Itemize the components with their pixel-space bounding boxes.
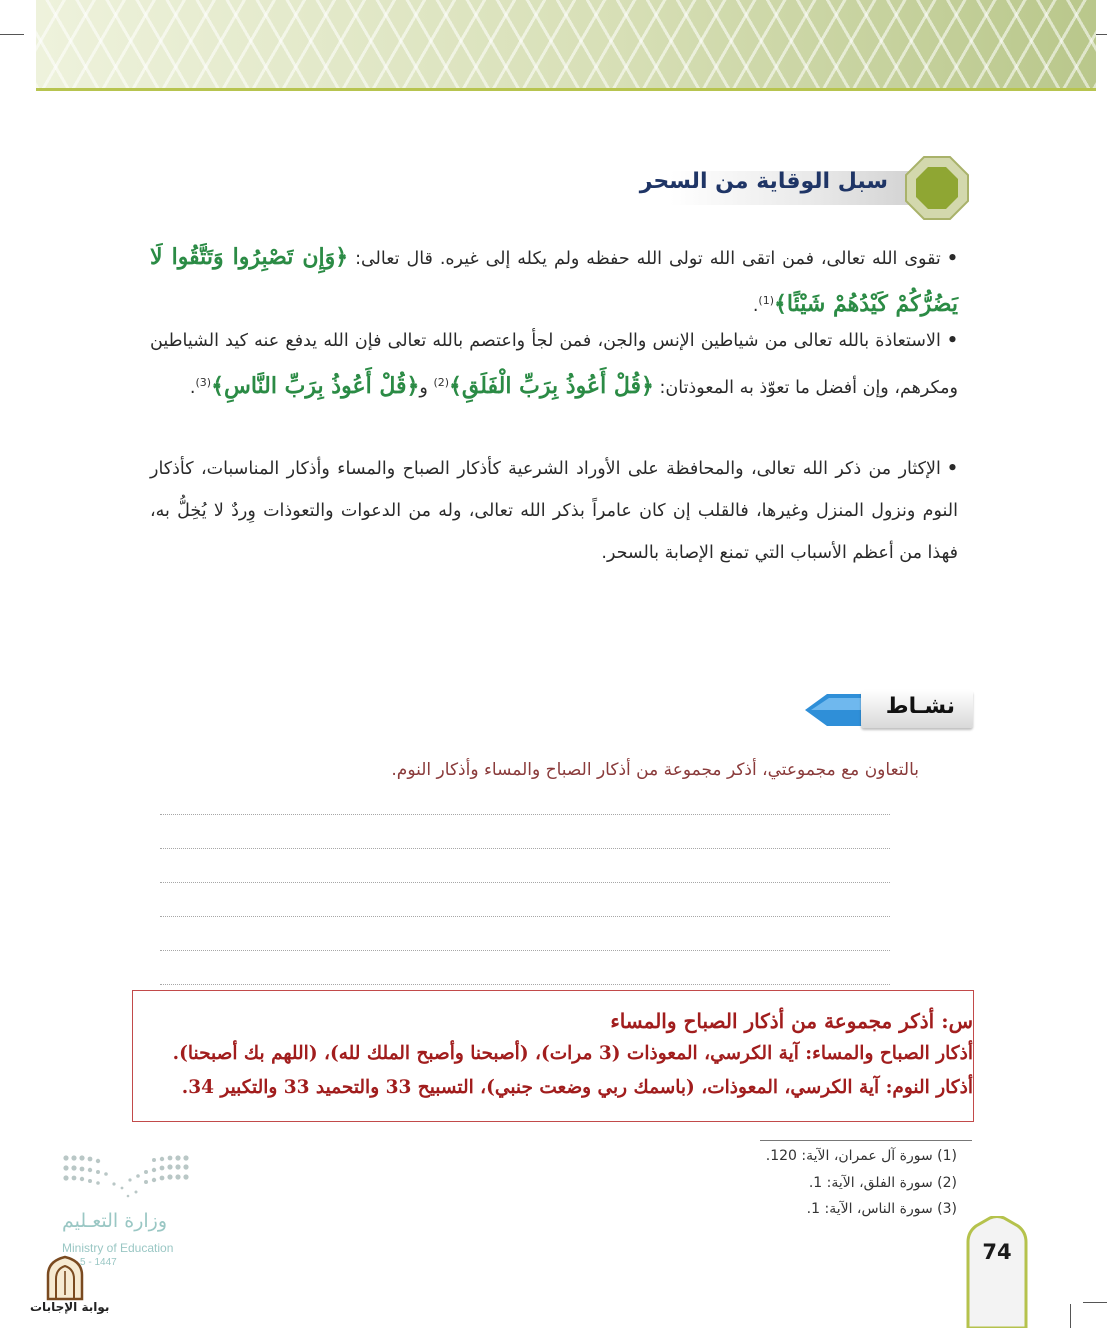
quran-verse: ﴿قُلْ أَعُوذُ بِرَبِّ الْفَلَقِ﴾ bbox=[449, 372, 654, 399]
page-number-tab bbox=[966, 1216, 1028, 1328]
bullet-icon: • bbox=[946, 249, 958, 269]
answer-line[interactable] bbox=[160, 814, 890, 815]
ministry-name-en: Ministry of Education bbox=[62, 1241, 174, 1255]
ministry-name-ar: وزارة التعـليم bbox=[62, 1210, 168, 1232]
bullet-icon: • bbox=[946, 459, 958, 479]
paragraph-end: . bbox=[189, 377, 196, 398]
answer-question: س: أذكر مجموعة من أذكار الصباح والمساء bbox=[610, 1009, 973, 1033]
paragraph-text: الإكثار من ذكر الله تعالى، والمحافظة على الأوراد الشرعية كأذكار الصباح والمساء وأذكار المناسبات، كأذكار النوم ونزول المنزل وغيرها، فالقلب إن كان عامراً بذكر الله تعالى، وله من الدعوات والتعوذات وِردٌ لا يُخِلُّ به، فهذا من أعظم الأسباب التي تمنع الإصابة بالسحر. bbox=[150, 459, 958, 563]
quran-verse: ﴿وَإِن تَصْبِرُوا وَتَتَّقُوا لَا يَضُرُّكُمْ كَيْدُهُمْ شَيْئًا﴾ bbox=[150, 244, 958, 317]
quran-verse: ﴿قُلْ أَعُوذُ بِرَبِّ النَّاسِ﴾ bbox=[211, 372, 420, 399]
paragraph-taqwa bbox=[150, 236, 958, 327]
activity-prompt: بالتعاون مع مجموعتي، أذكر مجموعة من أذكار الصباح والمساء وأذكار النوم. bbox=[391, 760, 919, 780]
section-heading bbox=[640, 155, 970, 221]
gate-logo-icon bbox=[44, 1255, 86, 1301]
paragraph-istiadha bbox=[150, 320, 958, 409]
answer-box bbox=[132, 990, 974, 1122]
paragraph-text: تقوى الله تعالى، فمن اتقى الله تولى الله حفظه ولم يكله إلى غيره. قال تعالى: bbox=[348, 249, 941, 269]
answer-line[interactable] bbox=[160, 984, 890, 985]
ministry-logo-icon bbox=[58, 1150, 203, 1208]
crop-mark bbox=[0, 34, 24, 35]
activity-tab bbox=[805, 690, 973, 734]
footnote-ref: (1) bbox=[758, 294, 775, 307]
paragraph-text: الاستعاذة بالله تعالى من شياطين الإنس والجن، فمن لجأ واعتصم بالله تعالى فإن الله يدفع عنه كيد الشياطين ومكرهم، وإن أفضل ما تعوّذ به المعوذتان: bbox=[150, 331, 958, 398]
activity-arrow-icon bbox=[805, 692, 867, 730]
crop-mark bbox=[1083, 1302, 1107, 1303]
activity-label: نشـاط bbox=[885, 694, 955, 719]
answer-line[interactable] bbox=[160, 950, 890, 951]
watermark-text: بوابة الإجابات bbox=[30, 1300, 110, 1314]
answer-line-morning-evening: أذكار الصباح والمساء: آية الكرسي، المعوذات (3 مرات)، (أصبحنا وأصبح الملك لله)، (اللهم بك أصبحنا). bbox=[172, 1043, 973, 1064]
page-number: 74 bbox=[982, 1240, 1012, 1264]
footnote-ref: (2) bbox=[433, 376, 450, 389]
section-title: سبل الوقاية من السحر bbox=[639, 169, 888, 194]
paragraph-dhikr bbox=[150, 448, 958, 574]
answer-line[interactable] bbox=[160, 882, 890, 883]
ministry-year: 5 - 1447 bbox=[80, 1257, 117, 1268]
answer-line[interactable] bbox=[160, 916, 890, 917]
footnote-divider bbox=[760, 1140, 972, 1141]
footnote-ref: (3) bbox=[195, 376, 212, 389]
footnote: (3) سورة الناس، الآية: 1. bbox=[806, 1201, 957, 1217]
bullet-icon: • bbox=[946, 331, 958, 351]
connector-text: و bbox=[419, 377, 434, 398]
octagon-badge-icon bbox=[904, 155, 970, 221]
paragraph-end: . bbox=[752, 295, 759, 316]
crop-mark bbox=[1070, 1304, 1071, 1328]
footnote: (2) سورة الفلق، الآية: 1. bbox=[808, 1175, 957, 1191]
answer-line[interactable] bbox=[160, 848, 890, 849]
footnote: (1) سورة آل عمران، الآية: 120. bbox=[765, 1148, 957, 1164]
answer-line-sleep: أذكار النوم: آية الكرسي، المعوذات، (باسمك ربي وضعت جنبي)، التسبيح 33 والتحميد 33 والتكبير 34. bbox=[181, 1077, 973, 1098]
header-banner bbox=[36, 0, 1096, 91]
